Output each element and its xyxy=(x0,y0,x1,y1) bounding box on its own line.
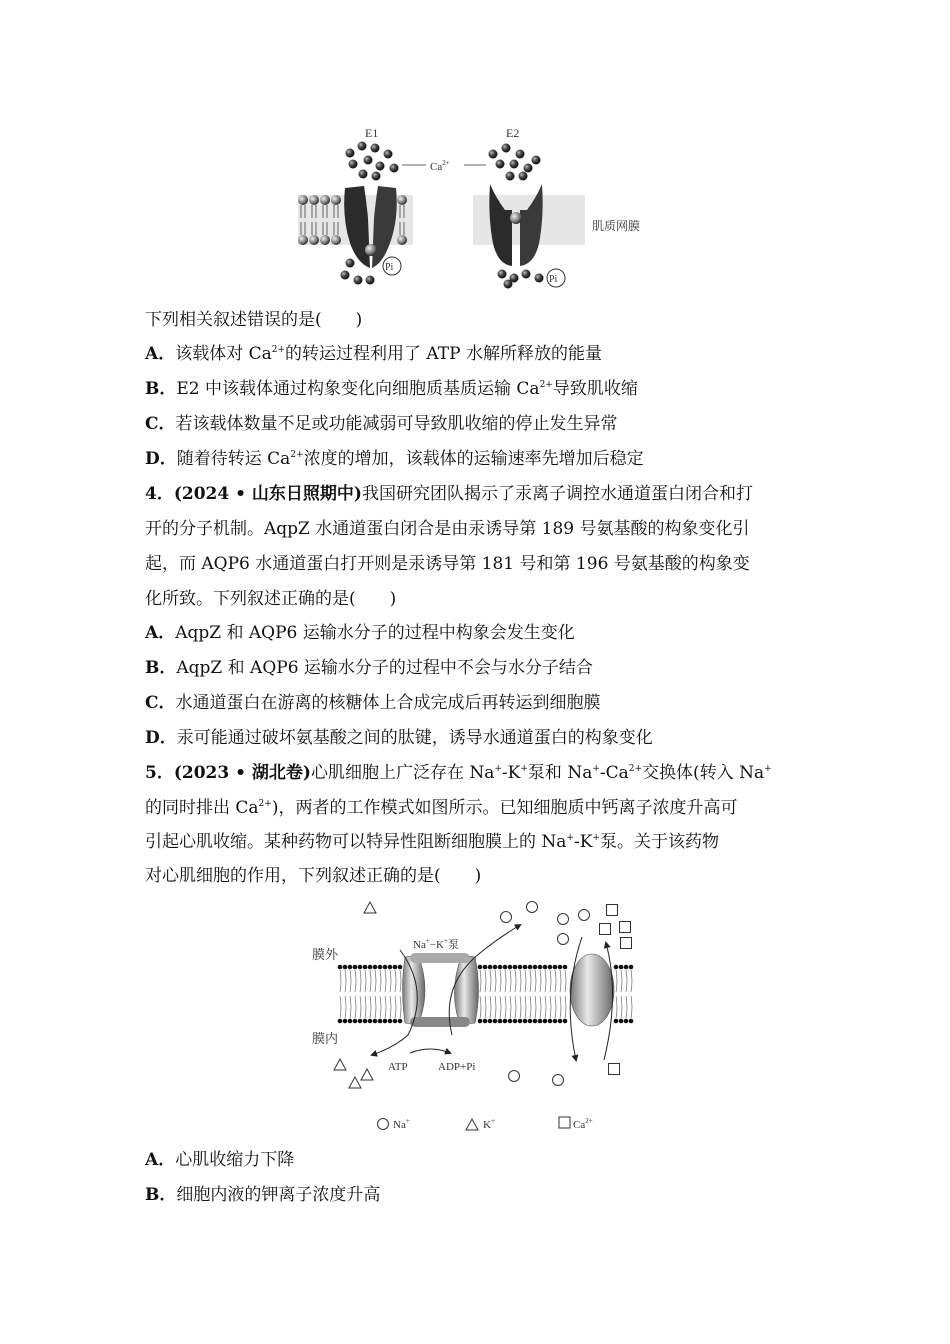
legend-k-label: K+ xyxy=(483,1117,495,1131)
lipid-tail xyxy=(490,970,491,1018)
lipid-head xyxy=(309,235,319,245)
label-e1: E1 xyxy=(365,126,379,140)
label-pump: Na+−K+泵 xyxy=(413,937,459,951)
sodium-ion-symbol xyxy=(501,912,512,923)
lipid-tail xyxy=(340,970,341,1018)
lipid-head xyxy=(614,965,619,970)
lipid-tail xyxy=(350,970,351,1018)
q3-option-b: B．E2 中该载体通过构象变化向细胞质基质运输 $Ca^{2+}$导致肌收缩 xyxy=(145,379,638,399)
lipid-head xyxy=(629,965,634,970)
lipid-tail xyxy=(360,970,361,1018)
calcium-ion xyxy=(506,172,515,181)
lipid-head xyxy=(518,965,523,970)
lipid-head xyxy=(383,965,388,970)
lipid-head xyxy=(478,965,483,970)
lipid-head xyxy=(378,1019,383,1024)
lipid-head xyxy=(619,965,624,970)
lipid-head xyxy=(338,1019,343,1024)
lipid-tail xyxy=(565,970,566,1018)
lipid-tail xyxy=(530,970,531,1018)
lipid-head xyxy=(363,1019,368,1024)
lipid-head xyxy=(378,965,383,970)
lipid-head xyxy=(383,1019,388,1024)
lipid-head xyxy=(538,1019,543,1024)
lipid-head xyxy=(368,965,373,970)
lipid-head xyxy=(503,1019,508,1024)
lipid-head xyxy=(488,1019,493,1024)
lipid-head xyxy=(508,1019,513,1024)
calcium-ion xyxy=(516,150,525,159)
q4-option-b: B．AqpZ 和 AQP6 运输水分子的过程中不会与水分子结合 xyxy=(145,658,593,678)
potassium-ion-symbol xyxy=(349,1077,361,1088)
lipid-head xyxy=(298,235,308,245)
calcium-ion xyxy=(346,259,355,268)
lipid-head xyxy=(348,1019,353,1024)
lipid-head xyxy=(493,1019,498,1024)
q4-line-2: 开的分子机制。AqpZ 水通道蛋白闭合是由汞诱导第 189 号氨基酸的构象变化引 xyxy=(145,519,750,539)
lipid-tail xyxy=(550,970,551,1018)
calcium-ion xyxy=(524,164,533,173)
calcium-ion xyxy=(519,172,528,181)
lipid-head xyxy=(353,965,358,970)
lipid-tail xyxy=(345,970,346,1018)
lipid-head xyxy=(493,965,498,970)
lipid-tail xyxy=(505,970,506,1018)
lipid-tail xyxy=(515,970,516,1018)
lipid-head xyxy=(629,1019,634,1024)
lipid-tail xyxy=(510,970,511,1018)
q5-line-4: 对心肌细胞的作用，下列叙述正确的是( ) xyxy=(145,866,482,886)
lipid-head xyxy=(368,1019,373,1024)
lipid-tail xyxy=(631,970,632,1018)
calcium-ion xyxy=(489,150,498,159)
lipid-head xyxy=(528,1019,533,1024)
na-ca-exchanger xyxy=(570,954,614,1026)
lipid-tail xyxy=(621,970,622,1018)
sodium-ion-symbol xyxy=(553,1075,564,1086)
calcium-ion xyxy=(522,270,531,279)
na-k-pump xyxy=(403,953,479,1027)
sodium-ion-symbol xyxy=(579,910,590,921)
lipid-tail xyxy=(545,970,546,1018)
lipid-head xyxy=(558,1019,563,1024)
lipid-head xyxy=(373,965,378,970)
label-e2: E2 xyxy=(506,126,520,140)
lipid-tail xyxy=(626,970,627,1018)
lipid-head xyxy=(483,1019,488,1024)
calcium-ion xyxy=(371,144,380,153)
legend-ca-symbol xyxy=(559,1117,570,1128)
q5-option-a: A．心肌收缩力下降 xyxy=(145,1150,295,1170)
lipid-tail xyxy=(380,970,381,1018)
sodium-ion-symbol xyxy=(558,914,569,925)
lipid-head xyxy=(398,1019,403,1024)
lipid-head xyxy=(543,1019,548,1024)
lipid-head xyxy=(393,1019,398,1024)
lipid-head xyxy=(343,1019,348,1024)
lipid-head xyxy=(548,1019,553,1024)
calcium-ion-symbol xyxy=(621,938,632,949)
lipid-head xyxy=(353,1019,358,1024)
potassium-ion-symbol xyxy=(361,1069,373,1080)
potassium-ion-symbol xyxy=(334,1059,346,1070)
calcium-ion-symbol xyxy=(620,922,631,933)
lipid-head xyxy=(388,1019,393,1024)
q4-line-4: 化所致。下列叙述正确的是( ) xyxy=(145,589,397,609)
calcium-ion xyxy=(354,276,363,285)
calcium-ion xyxy=(341,271,350,280)
lipid-head xyxy=(553,1019,558,1024)
lipid-head xyxy=(358,1019,363,1024)
lipid-head xyxy=(320,235,330,245)
lipid-head xyxy=(614,1019,619,1024)
lipid-head xyxy=(483,965,488,970)
lipid-tail xyxy=(560,970,561,1018)
q4-option-a: A．AqpZ 和 AQP6 运输水分子的过程中构象会发生变化 xyxy=(145,623,575,643)
lipid-head xyxy=(503,965,508,970)
lipid-head xyxy=(393,965,398,970)
q4-line-1: 4．(2024 • 山东日照期中)我国研究团队揭示了汞离子调控水通道蛋白闭合和打 xyxy=(145,484,753,504)
lipid-tail xyxy=(370,970,371,1018)
lipid-head xyxy=(518,1019,523,1024)
lipid-head xyxy=(363,965,368,970)
lipid-head xyxy=(388,965,393,970)
q4-option-c: C．水通道蛋白在游离的核糖体上合成完成后再转运到细胞膜 xyxy=(145,693,601,713)
lipid-head xyxy=(348,965,353,970)
lipid-tail xyxy=(375,970,376,1018)
lipid-head xyxy=(397,235,407,245)
membrane-label: 肌质网膜 xyxy=(592,219,641,233)
lipid-tail xyxy=(385,970,386,1018)
calcium-ion xyxy=(502,144,511,153)
lipid-head xyxy=(338,965,343,970)
calcium-ion-symbol xyxy=(609,1064,620,1075)
calcium-ion xyxy=(372,172,381,181)
lipid-tail xyxy=(540,970,541,1018)
calcium-ion xyxy=(390,164,399,173)
q4-line-3: 起，而 AQP6 水通道蛋白打开则是汞诱导第 181 号和第 196 号氨基酸的构象变 xyxy=(145,554,750,574)
calcium-ion xyxy=(384,150,393,159)
legend-ca-label: $Ca^{2+}$ xyxy=(573,1117,593,1131)
lipid-tail xyxy=(485,970,486,1018)
label-outside: 膜外 xyxy=(312,947,339,962)
lipid-head xyxy=(624,1019,629,1024)
legend xyxy=(378,1117,593,1131)
q3-option-d: D．随着待转运 $Ca^{2+}$浓度的增加，该载体的运输速率先增加后稳定 xyxy=(145,449,644,469)
calcium-ion xyxy=(496,160,505,169)
lipid-head xyxy=(538,965,543,970)
arrow-atp xyxy=(410,1049,450,1053)
calcium-ion xyxy=(498,270,507,279)
lipid-tail xyxy=(535,970,536,1018)
lipid-tail xyxy=(395,970,396,1018)
legend-na-label: Na+ xyxy=(393,1117,410,1131)
calcium-ion-symbol xyxy=(600,924,611,935)
lipid-tail xyxy=(500,970,501,1018)
sodium-ion-symbol xyxy=(509,1071,520,1082)
lipid-head xyxy=(373,1019,378,1024)
legend-k-symbol xyxy=(466,1119,478,1130)
q5-line-2: 的同时排出 $Ca^{2+}$)，两者的工作模式如图所示。已知细胞质中钙离子浓度升高可 xyxy=(145,798,738,818)
label-inside: 膜内 xyxy=(312,1031,339,1046)
lipid-head xyxy=(488,965,493,970)
calcium-ion xyxy=(535,274,544,283)
lipid-tail xyxy=(520,970,521,1018)
calcium-ion xyxy=(364,156,373,165)
calcium-ion xyxy=(358,142,367,151)
calcium-ion xyxy=(532,156,541,165)
lipid-head xyxy=(358,965,363,970)
lipid-tail xyxy=(355,970,356,1018)
sodium-ion-symbol xyxy=(527,902,538,913)
lipid-head xyxy=(528,965,533,970)
lipid-head xyxy=(533,965,538,970)
label-ca: $Ca^{2+}$ xyxy=(430,159,450,173)
calcium-ion xyxy=(346,149,355,158)
lipid-head xyxy=(523,965,528,970)
lipid-head xyxy=(553,965,558,970)
q3-option-a: A．该载体对 $Ca^{2+}$的转运过程利用了 ATP 水解所释放的能量 xyxy=(145,344,602,364)
label-atp: ATP xyxy=(388,1061,408,1073)
lipid-tail xyxy=(400,970,401,1018)
calcium-ion xyxy=(510,160,519,169)
lipid-head xyxy=(563,1019,568,1024)
calcium-ion-symbol xyxy=(607,905,618,916)
lipid-head xyxy=(343,965,348,970)
sodium-ion-symbol xyxy=(558,934,569,945)
lipid-head xyxy=(558,965,563,970)
lipid-tail xyxy=(480,970,481,1018)
label-adp: ADP+Pi xyxy=(438,1061,476,1073)
lipid-head xyxy=(331,195,341,205)
lipid-tail xyxy=(555,970,556,1018)
pi-label-e2: Pi xyxy=(549,274,558,285)
lipid-head xyxy=(543,965,548,970)
lipid-head xyxy=(563,965,568,970)
lipid-tail xyxy=(525,970,526,1018)
legend-na-symbol xyxy=(378,1119,389,1130)
lipid-head xyxy=(548,965,553,970)
lipid-head xyxy=(478,1019,483,1024)
sr-calcium-pump-figure xyxy=(290,118,670,293)
calcium-ion xyxy=(504,280,513,289)
lipid-head xyxy=(309,195,319,205)
lipid-head xyxy=(498,1019,503,1024)
lipid-head xyxy=(398,965,403,970)
q5-line-3: 引起心肌收缩。某种药物可以特异性阻断细胞膜上的 Na+-K+泵。关于该药物 xyxy=(145,832,719,852)
lipid-head xyxy=(513,965,518,970)
cardiac-membrane-figure xyxy=(300,895,650,1140)
lipid-head xyxy=(397,195,407,205)
lipid-head xyxy=(508,965,513,970)
lipid-head xyxy=(513,1019,518,1024)
q5-line-1: 5．(2023 • 湖北卷)心肌细胞上广泛存在 Na+-K+泵和 $Na^+-Ca^{2+}$交换体(转入 Na+ xyxy=(145,763,772,783)
lipid-head xyxy=(523,1019,528,1024)
calcium-ion xyxy=(349,160,358,169)
calcium-ion xyxy=(359,170,368,179)
lipid-head xyxy=(331,235,341,245)
lipid-head xyxy=(619,1019,624,1024)
potassium-ion-symbol xyxy=(364,902,376,913)
lipid-head xyxy=(298,195,308,205)
q3-option-c: C．若该载体数量不足或功能减弱可导致肌收缩的停止发生异常 xyxy=(145,414,618,434)
calcium-ion xyxy=(376,162,385,171)
lipid-head xyxy=(498,965,503,970)
lipid-tail xyxy=(616,970,617,1018)
lipid-tail xyxy=(365,970,366,1018)
lipid-head xyxy=(533,1019,538,1024)
pi-label-e1: Pi xyxy=(385,262,394,273)
lipid-tail xyxy=(495,970,496,1018)
q5-option-b: B．细胞内液的钾离子浓度升高 xyxy=(145,1185,381,1205)
q4-option-d: D．汞可能通过破坏氨基酸之间的肽键，诱导水通道蛋白的构象变化 xyxy=(145,728,653,748)
lipid-head xyxy=(624,965,629,970)
lipid-tail xyxy=(390,970,391,1018)
calcium-ion xyxy=(366,276,375,285)
lipid-head xyxy=(320,195,330,205)
q3-stem: 下列相关叙述错误的是( ) xyxy=(145,310,363,330)
